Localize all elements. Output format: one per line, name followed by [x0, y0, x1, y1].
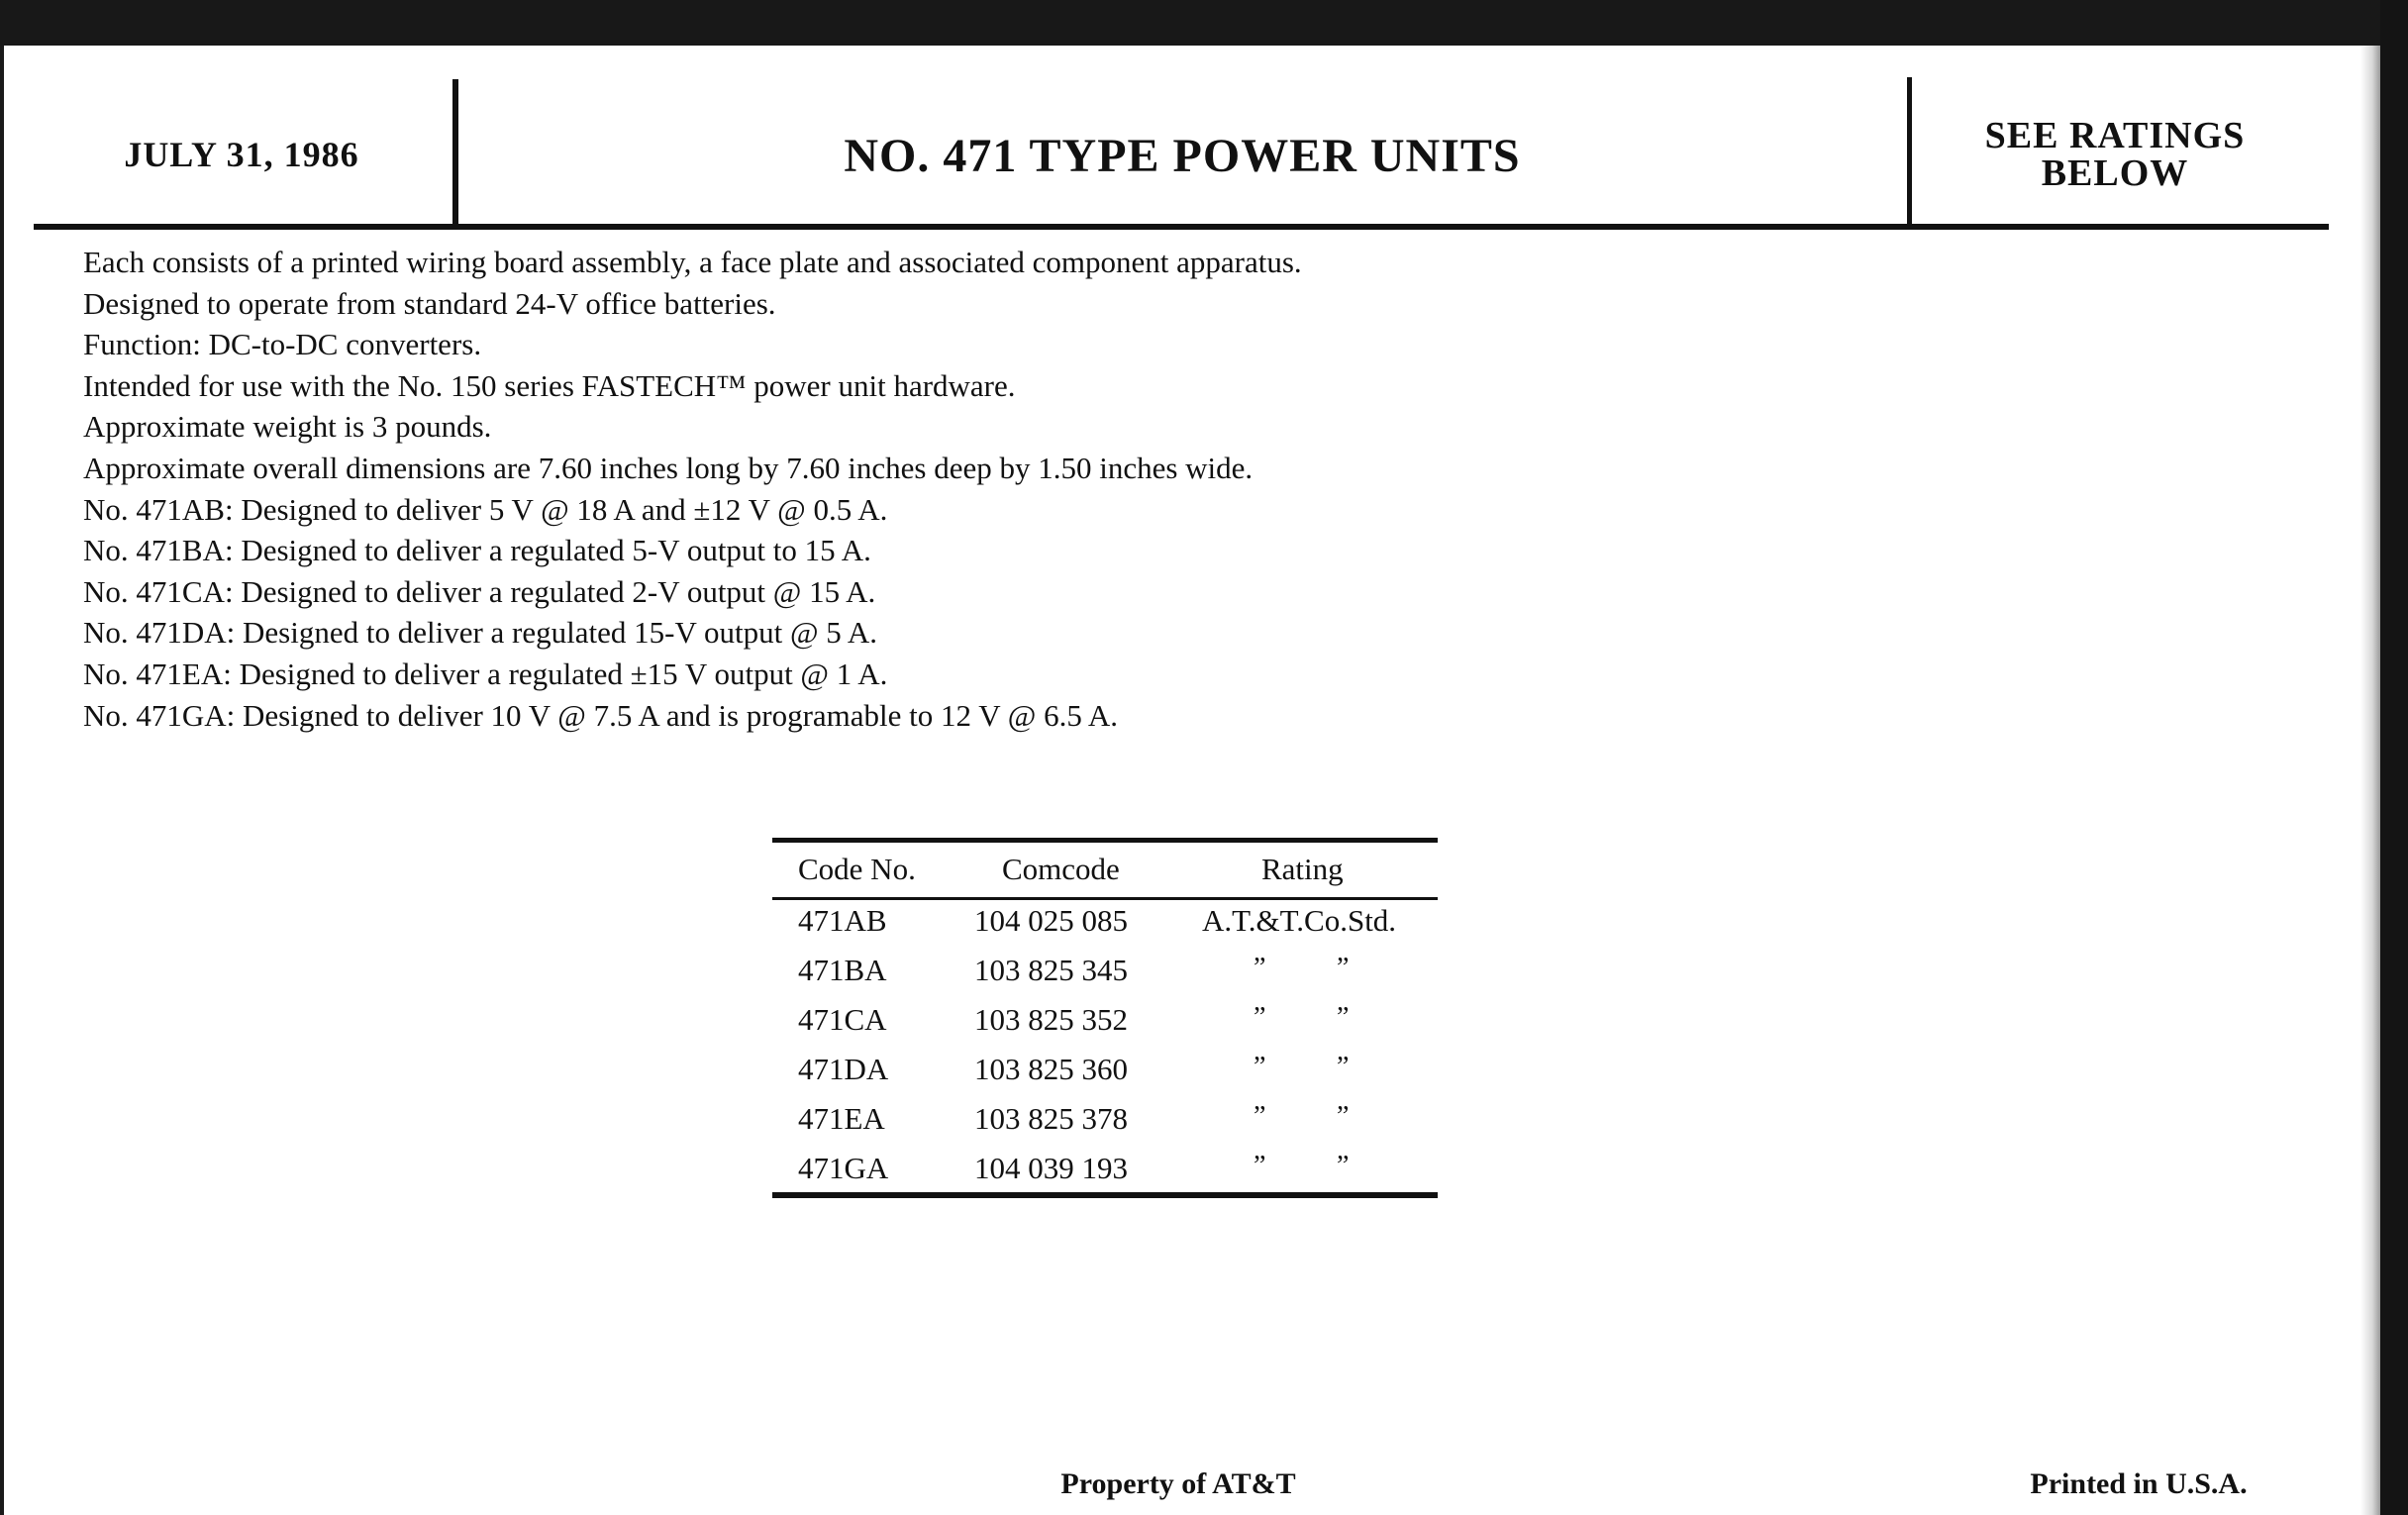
ditto-mark: ”: [1337, 1101, 1350, 1132]
ditto-mark: ”: [1254, 1052, 1266, 1082]
description-line: No. 471CA: Designed to deliver a regulated 2-V output @ 15 A.: [83, 573, 876, 609]
table-top-rule: [772, 838, 1438, 843]
description-line: No. 471DA: Designed to deliver a regulated 15-V output @ 5 A.: [83, 615, 877, 651]
ditto-mark: ”: [1337, 1151, 1350, 1181]
description-line: Approximate overall dimensions are 7.60 inches long by 7.60 inches deep by 1.50 inches wide.: [83, 450, 1254, 485]
table-cell-code: 471DA: [798, 1052, 889, 1086]
description-line: No. 471EA: Designed to deliver a regulated ±15 V output @ 1 A.: [83, 656, 888, 691]
table-row: [772, 953, 1438, 1002]
header-ratings-note: [1911, 117, 2319, 192]
table-cell-comcode: 104 039 193: [974, 1151, 1128, 1185]
description-line: Designed to operate from standard 24-V office batteries.: [83, 285, 776, 321]
table-header-rule: [772, 897, 1438, 900]
description-line: No. 471GA: Designed to deliver 10 V @ 7.5 A and is programable to 12 V @ 6.5 A.: [83, 697, 1119, 733]
table-cell-comcode: 103 825 352: [974, 1002, 1128, 1037]
table-cell-code: 471AB: [798, 903, 887, 938]
ditto-mark: ”: [1337, 953, 1350, 983]
description-block: [83, 242, 1766, 736]
table-cell-code: 471EA: [798, 1101, 885, 1136]
description-line: Each consists of a printed wiring board assembly, a face plate and associated component apparatus.: [83, 245, 1302, 279]
description-line: Approximate weight is 3 pounds.: [83, 409, 492, 445]
footer-property: Property of AT&T: [1060, 1467, 1296, 1500]
table-cell-code: 471CA: [798, 1002, 887, 1037]
header-ratings-line1: SEE RATINGS: [1984, 115, 2246, 156]
table-cell-code: 471BA: [798, 953, 887, 987]
footer-printed: Printed in U.S.A.: [2030, 1467, 2248, 1500]
table-row: [772, 903, 1438, 953]
table-cell-comcode: 103 825 378: [974, 1101, 1128, 1136]
table-header-code: Code No.: [798, 852, 916, 886]
ditto-mark: ”: [1337, 1052, 1350, 1082]
table-cell-code: 471GA: [798, 1151, 889, 1185]
page-title: NO. 471 TYPE POWER UNITS: [844, 130, 1521, 182]
table-row: [772, 1052, 1438, 1101]
ditto-mark: ”: [1254, 1002, 1266, 1033]
description-line: Function: DC-to-DC converters.: [83, 327, 482, 362]
table-header-rating: Rating: [1261, 852, 1344, 886]
description-line: No. 471BA: Designed to deliver a regulated 5-V output to 15 A.: [83, 533, 871, 568]
header-rule: [34, 224, 2329, 230]
ditto-mark: ”: [1254, 1151, 1266, 1181]
table-cell-comcode: 103 825 360: [974, 1052, 1128, 1086]
header-date: JULY 31, 1986: [124, 135, 359, 174]
table-row: [772, 1101, 1438, 1151]
table-cell-rating: A.T.&T.Co.Std.: [1202, 903, 1397, 938]
scan-top-border: [0, 0, 2408, 46]
table-bottom-rule: [772, 1192, 1438, 1198]
table-header-comcode: Comcode: [1002, 852, 1120, 886]
header-ratings-line2: BELOW: [2041, 152, 2189, 194]
table-cell-comcode: 103 825 345: [974, 953, 1128, 987]
ditto-mark: ”: [1254, 953, 1266, 983]
page-edge-shadow: [2360, 46, 2380, 1515]
header-divider-left: [452, 79, 458, 226]
scan-right-border: [2380, 0, 2408, 1515]
table-row: [772, 1002, 1438, 1052]
table-header-row: [772, 846, 1438, 893]
description-line: Intended for use with the No. 150 series FASTECH™ power unit hardware.: [83, 367, 1016, 403]
table-cell-comcode: 104 025 085: [974, 903, 1128, 938]
ditto-mark: ”: [1254, 1101, 1266, 1132]
ditto-mark: ”: [1337, 1002, 1350, 1033]
description-line: No. 471AB: Designed to deliver 5 V @ 18 A and ±12 V @ 0.5 A.: [83, 491, 888, 527]
